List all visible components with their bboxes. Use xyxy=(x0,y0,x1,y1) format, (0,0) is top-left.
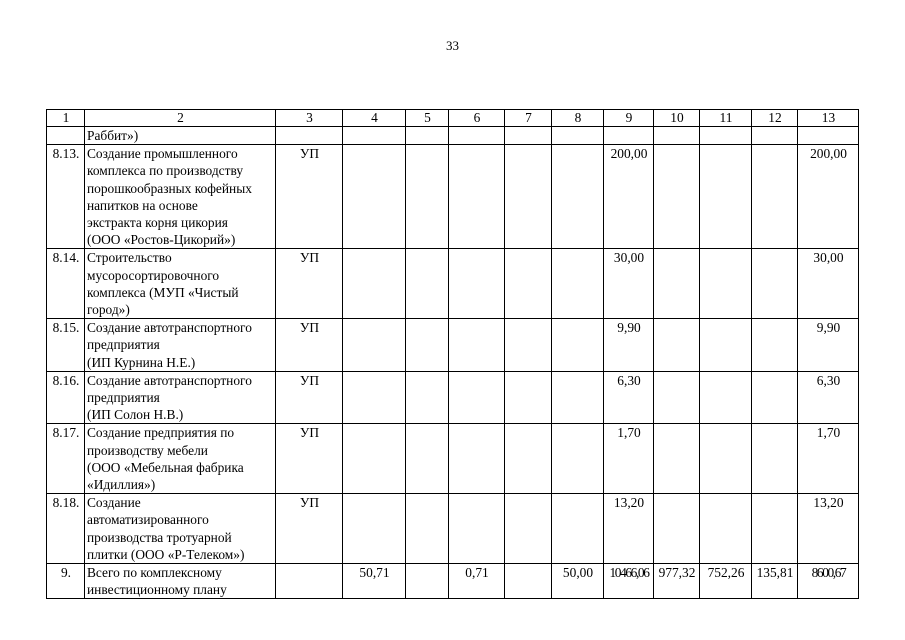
column-number-cell: 13 xyxy=(798,110,859,127)
row-number-cell xyxy=(47,127,85,145)
value-cell-c7 xyxy=(505,145,552,249)
row-number-cell: 8.14. xyxy=(47,249,85,319)
value-cell-c8 xyxy=(552,319,604,372)
value-cell-c12 xyxy=(752,249,798,319)
value-cell-c11 xyxy=(700,249,752,319)
value-cell-c10 xyxy=(654,249,700,319)
value-cell-c11 xyxy=(700,319,752,372)
value-cell-c9: 1,70 xyxy=(604,424,654,494)
page-number: 33 xyxy=(446,38,459,53)
value-cell-c8 xyxy=(552,424,604,494)
column-number-cell: 2 xyxy=(85,110,276,127)
project-name-line: комплекса (МУП «Чистый xyxy=(87,284,239,300)
value-cell-c7 xyxy=(505,424,552,494)
project-name-line: комплекса по производству xyxy=(87,163,244,179)
project-name-cell xyxy=(85,494,276,564)
value-cell-c11 xyxy=(700,127,752,145)
value-cell-c4 xyxy=(343,145,406,249)
value-cell-c6: 0,71 xyxy=(449,564,505,599)
row-number-cell: 8.18. xyxy=(47,494,85,564)
project-name-cell xyxy=(85,249,276,319)
value-cell-c8 xyxy=(552,249,604,319)
project-name-line: Создание автотранспортного xyxy=(87,372,252,388)
value-cell-c6 xyxy=(449,127,505,145)
value-cell-c6 xyxy=(449,494,505,564)
project-name-line: напитков на основе xyxy=(87,197,198,213)
value-cell-c4 xyxy=(343,319,406,372)
value-cell-c6 xyxy=(449,371,505,424)
column-number-row xyxy=(47,110,859,127)
program-type-cell xyxy=(276,564,343,599)
value-cell-c10 xyxy=(654,127,700,145)
column-number-cell: 4 xyxy=(343,110,406,127)
value-cell-c7 xyxy=(505,127,552,145)
program-type-cell: УП xyxy=(276,249,343,319)
project-name-line: (ООО «Мебельная фабрика xyxy=(87,459,244,475)
column-number-cell: 3 xyxy=(276,110,343,127)
project-name-cell xyxy=(85,127,276,145)
value-cell-c5 xyxy=(406,564,449,599)
value-cell-c7 xyxy=(505,249,552,319)
value-cell-c11 xyxy=(700,371,752,424)
table-row xyxy=(47,564,859,599)
program-type-cell: УП xyxy=(276,319,343,372)
column-number-cell: 5 xyxy=(406,110,449,127)
value-cell-c10 xyxy=(654,494,700,564)
value-cell-c12 xyxy=(752,145,798,249)
value-cell-c13: 200,00 xyxy=(798,145,859,249)
value-cell-c10 xyxy=(654,319,700,372)
column-number-cell: 6 xyxy=(449,110,505,127)
project-name-line: Создание предприятия по xyxy=(87,425,235,441)
column-number-cell: 7 xyxy=(505,110,552,127)
row-number-cell: 9. xyxy=(47,564,85,599)
value-cell-c13: 13,20 xyxy=(798,494,859,564)
project-name-line: (ИП Курнина Н.Е.) xyxy=(87,354,196,370)
value-cell-c8 xyxy=(552,127,604,145)
value-cell-c7 xyxy=(505,371,552,424)
value-cell-c4 xyxy=(343,127,406,145)
program-type-cell: УП xyxy=(276,494,343,564)
value-cell-c4 xyxy=(343,424,406,494)
value-cell-c9 xyxy=(604,127,654,145)
value-cell-c5 xyxy=(406,371,449,424)
table-row xyxy=(47,424,859,494)
value-cell-c8: 50,00 xyxy=(552,564,604,599)
value-cell-c10 xyxy=(654,424,700,494)
value-cell-c7 xyxy=(505,319,552,372)
value-cell-c9: 13,20 xyxy=(604,494,654,564)
value-cell-c6 xyxy=(449,319,505,372)
value-cell-c5 xyxy=(406,494,449,564)
value-cell-c10 xyxy=(654,145,700,249)
program-type-cell: УП xyxy=(276,145,343,249)
value-cell-c9: 10466,06 xyxy=(604,564,654,599)
value-cell-c11: 752,26 xyxy=(700,564,752,599)
row-number-cell: 8.17. xyxy=(47,424,85,494)
project-name-line: экстракта корня цикория xyxy=(87,215,228,231)
project-name-cell xyxy=(85,564,276,599)
value-cell-c11 xyxy=(700,145,752,249)
value-cell-c5 xyxy=(406,127,449,145)
value-cell-c4: 50,71 xyxy=(343,564,406,599)
project-name-line: предприятия xyxy=(87,390,160,406)
table-row xyxy=(47,249,859,319)
program-type-cell: УП xyxy=(276,424,343,494)
column-number-cell: 12 xyxy=(752,110,798,127)
value-cell-c5 xyxy=(406,249,449,319)
table-row xyxy=(47,371,859,424)
value-cell-c13: 9,90 xyxy=(798,319,859,372)
project-name-cell xyxy=(85,424,276,494)
value-cell-c5 xyxy=(406,424,449,494)
column-number-cell: 9 xyxy=(604,110,654,127)
value-cell-c9: 30,00 xyxy=(604,249,654,319)
investment-plan-table xyxy=(46,109,859,599)
value-cell-c8 xyxy=(552,494,604,564)
project-name-line: Создание автотранспортного xyxy=(87,320,252,336)
value-cell-c13: 6,30 xyxy=(798,371,859,424)
project-name-line: город») xyxy=(87,302,130,318)
table-row xyxy=(47,319,859,372)
value-cell-c12 xyxy=(752,371,798,424)
value-cell-c11 xyxy=(700,424,752,494)
column-number-cell: 11 xyxy=(700,110,752,127)
table-row xyxy=(47,145,859,249)
value-cell-c10 xyxy=(654,371,700,424)
value-cell-c9: 200,00 xyxy=(604,145,654,249)
project-name-line: порошкообразных кофейных xyxy=(87,180,252,196)
project-name-line: плитки (ООО «Р-Телеком») xyxy=(87,546,245,562)
value-cell-c12 xyxy=(752,494,798,564)
project-name-cell xyxy=(85,145,276,249)
project-name-line: Раббит») xyxy=(87,128,139,143)
value-cell-c9: 9,90 xyxy=(604,319,654,372)
value-cell-c5 xyxy=(406,145,449,249)
table-row xyxy=(47,127,859,145)
project-name-line: мусоросортировочного xyxy=(87,267,220,283)
value-cell-c8 xyxy=(552,371,604,424)
value-cell-c4 xyxy=(343,249,406,319)
project-name-line: «Идиллия») xyxy=(87,477,156,493)
value-cell-c12 xyxy=(752,127,798,145)
program-type-cell: УП xyxy=(276,371,343,424)
project-name-line: производству мебели xyxy=(87,442,208,458)
project-name-line: инвестиционному плану xyxy=(87,582,227,598)
value-cell-c8 xyxy=(552,145,604,249)
value-cell-c6 xyxy=(449,145,505,249)
project-name-line: Создание xyxy=(87,495,141,511)
project-name-line: автоматизированного xyxy=(87,512,209,528)
table-row xyxy=(47,494,859,564)
row-number-cell: 8.16. xyxy=(47,371,85,424)
value-cell-c10: 977,32 xyxy=(654,564,700,599)
column-number-cell: 10 xyxy=(654,110,700,127)
value-cell-c9: 6,30 xyxy=(604,371,654,424)
project-name-cell xyxy=(85,319,276,372)
value-cell-c13: 30,00 xyxy=(798,249,859,319)
project-name-line: (ООО «Ростов-Цикорий») xyxy=(87,232,236,248)
value-cell-c13 xyxy=(798,127,859,145)
program-type-cell xyxy=(276,127,343,145)
value-cell-c11 xyxy=(700,494,752,564)
project-name-line: Строительство xyxy=(87,250,172,266)
value-cell-c7 xyxy=(505,494,552,564)
value-cell-c4 xyxy=(343,494,406,564)
value-cell-c13: 8600,67 xyxy=(798,564,859,599)
value-cell-c12 xyxy=(752,424,798,494)
table-body xyxy=(47,110,859,599)
value-cell-c5 xyxy=(406,319,449,372)
project-name-line: Всего по комплексному xyxy=(87,565,222,581)
value-cell-c6 xyxy=(449,249,505,319)
project-name-cell xyxy=(85,371,276,424)
row-number-cell: 8.15. xyxy=(47,319,85,372)
column-number-cell: 8 xyxy=(552,110,604,127)
value-cell-c12 xyxy=(752,319,798,372)
project-name-line: Создание промышленного xyxy=(87,146,238,162)
value-cell-c6 xyxy=(449,424,505,494)
project-name-line: (ИП Солон Н.В.) xyxy=(87,407,184,423)
value-cell-c12: 135,81 xyxy=(752,564,798,599)
project-name-line: производства тротуарной xyxy=(87,529,232,545)
value-cell-c13: 1,70 xyxy=(798,424,859,494)
row-number-cell: 8.13. xyxy=(47,145,85,249)
column-number-cell: 1 xyxy=(47,110,85,127)
value-cell-c7 xyxy=(505,564,552,599)
project-name-line: предприятия xyxy=(87,337,160,353)
value-cell-c4 xyxy=(343,371,406,424)
